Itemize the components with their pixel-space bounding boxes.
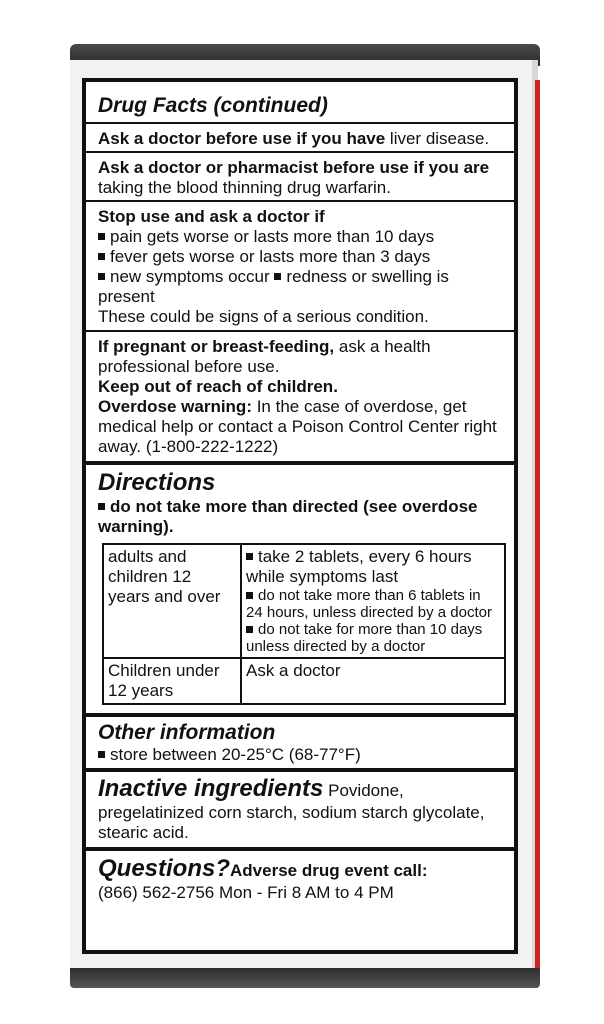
dosage-line: [246, 547, 500, 587]
other-info-item-text: store between 20-25°C (68-77°F): [110, 745, 361, 764]
ask-pharmacist-section: [86, 153, 514, 202]
directions-intro: [98, 497, 504, 537]
directions-intro-text: do not take more than directed (see overdose warning).: [98, 497, 478, 536]
questions-phone: (866) 562-2756 Mon - Fri 8 AM to 4 PM: [98, 883, 394, 902]
pregnant-text: ask a health professional before use.: [98, 337, 431, 376]
dosage-line-text: take 2 tablets, every 6 hours while symptoms last: [246, 547, 472, 586]
table-row: [103, 544, 505, 658]
inactive-section: [86, 772, 514, 851]
bullet-icon: [246, 592, 253, 599]
table-cell-dosage: [241, 544, 505, 658]
pregnant-heading: If pregnant or breast-feeding,: [98, 337, 335, 356]
bullet-icon: [98, 233, 105, 240]
bullet-icon: [98, 273, 105, 280]
questions-heading: Questions?: [98, 855, 231, 882]
box-bottom-edge: [70, 968, 540, 988]
overdose-text: In the case of overdose, get medical help or contact a Poison Control Center right away. (1-800-222-1222): [98, 397, 497, 456]
stop-use-item-text: fever gets worse or lasts more than 3 days: [110, 247, 431, 266]
stop-use-item: [98, 227, 504, 247]
stop-use-item: [98, 267, 504, 307]
ask-pharmacist-text: taking the blood thinning drug warfarin.: [98, 178, 391, 197]
other-info-section: [86, 717, 514, 772]
stop-use-heading: Stop use and ask a doctor if: [98, 207, 325, 226]
bullet-icon: [246, 626, 253, 633]
stop-use-item-text: new symptoms occur: [110, 267, 270, 286]
table-cell-who: adults and children 12 years and over: [103, 544, 241, 658]
stop-use-item-text: pain gets worse or lasts more than 10 days: [110, 227, 435, 246]
pregnant-warning: [98, 337, 504, 377]
bullet-icon: [246, 553, 253, 560]
inactive-text: Povidone, pregelatinized corn starch, sodium starch glycolate, stearic acid.: [98, 781, 485, 842]
other-info-heading: Other information: [98, 721, 276, 744]
bullet-icon: [98, 503, 105, 510]
stop-use-section: [86, 202, 514, 332]
dosage-line: [246, 621, 500, 655]
drug-facts-panel: [82, 78, 518, 954]
questions-section: [86, 851, 514, 903]
overdose-warning: [98, 397, 504, 457]
keep-out-warning: Keep out of reach of children.: [98, 377, 338, 396]
bullet-icon: [98, 751, 105, 758]
drug-facts-header: [86, 82, 514, 124]
box-red-edge: [535, 80, 540, 980]
table-cell-dosage: Ask a doctor: [241, 658, 505, 704]
warnings-section: [86, 332, 514, 465]
dosage-line-text: do not take for more than 10 days unless directed by a doctor: [246, 621, 483, 655]
ask-doctor-text: liver disease.: [385, 129, 490, 148]
stop-use-item: [98, 247, 504, 267]
stop-use-item-text: redness or swelling is present: [98, 267, 449, 306]
ask-doctor-section: [86, 124, 514, 153]
ask-pharmacist-heading: Ask a doctor or pharmacist before use if you are: [98, 158, 490, 177]
directions-heading: Directions: [98, 469, 216, 496]
other-info-item: [98, 745, 504, 765]
drug-facts-title: Drug Facts (continued): [98, 94, 328, 117]
table-cell-who: Children under 12 years: [103, 658, 241, 704]
bullet-icon: [274, 273, 281, 280]
ask-doctor-heading: Ask a doctor before use if you have: [98, 129, 386, 148]
table-row: [103, 658, 505, 704]
directions-section: [86, 465, 514, 717]
inactive-heading: Inactive ingredients: [98, 775, 324, 802]
directions-table: [102, 543, 506, 705]
dosage-line-text: do not take more than 6 tablets in 24 hours, unless directed by a doctor: [246, 587, 492, 621]
questions-label: Adverse drug event call:: [230, 861, 428, 880]
stop-use-note: These could be signs of a serious condition.: [98, 307, 429, 326]
bullet-icon: [98, 253, 105, 260]
overdose-heading: Overdose warning:: [98, 397, 252, 416]
dosage-line: [246, 587, 500, 621]
